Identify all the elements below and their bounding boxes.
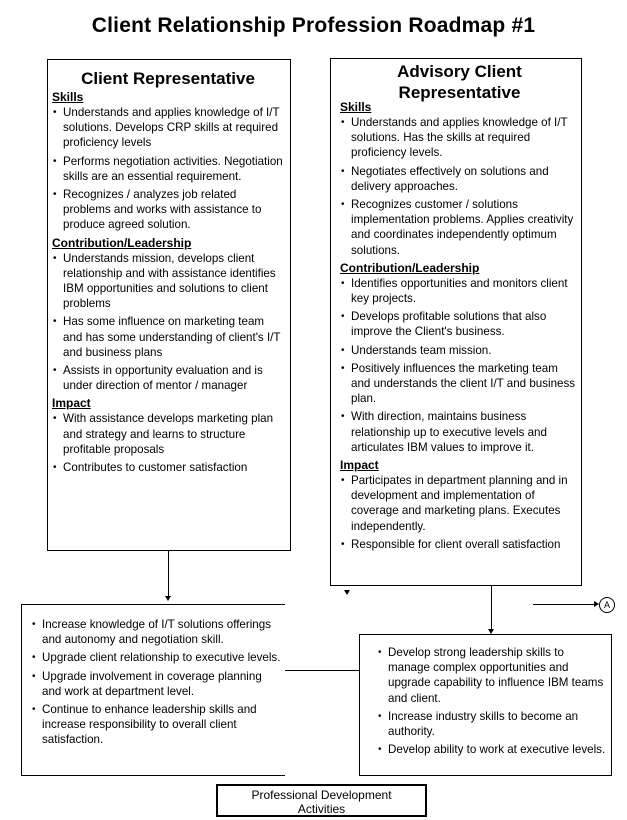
list-item: • Understands and applies knowledge of I/T solutions. Develops CRP skills at required proficiency levels	[52, 105, 284, 151]
small-arrow-icon	[344, 590, 350, 595]
arrow-down-left-icon	[165, 596, 171, 601]
list-item: • Increase knowledge of I/T solutions offerings and autonomy and negotiation skill.	[31, 617, 281, 647]
list-item: • Participates in department planning and in development and implementation of coverage and marketing plans. Executes independently.	[340, 473, 579, 534]
list-item: • Recognizes customer / solutions implementation problems. Applies creativity and coordinates independently optimum solutions.	[340, 197, 579, 258]
advisory-heading-line2: Representative	[398, 83, 521, 102]
list-item: • Continue to enhance leadership skills and increase responsibility to overall client satisfaction.	[31, 702, 281, 748]
advisory-skills-list	[340, 115, 579, 258]
client-rep-skills-label: Skills	[52, 90, 84, 104]
list-item: • Negotiates effectively on solutions and delivery approaches.	[340, 164, 579, 194]
client-rep-skills-list	[52, 105, 284, 233]
list-item: • Identifies opportunities and monitors client key projects.	[340, 276, 579, 306]
list-item: • Develop strong leadership skills to manage complex opportunities and upgrade capability to influence IBM teams and client.	[377, 645, 609, 706]
legend-line2: Activities	[297, 802, 346, 816]
list-item: • Performs negotiation activities. Negotiation skills are an essential requirement.	[52, 154, 284, 184]
development-left-list	[31, 617, 281, 748]
list-item: • Understands and applies knowledge of I/T solutions. Has the skills at required proficiency levels.	[340, 115, 579, 161]
advisory-contribution-list	[340, 276, 579, 455]
client-rep-impact-label: Impact	[52, 396, 91, 411]
client-representative-heading: Client Representative	[81, 69, 255, 88]
list-item: • Assists in opportunity evaluation and is under direction of mentor / manager	[52, 363, 284, 393]
connector-a-circle-icon: A	[599, 597, 615, 613]
list-item: • Understands mission, develops client relationship and with assistance identifies IBM opportunities and solutions to client problems	[52, 251, 284, 312]
list-item: • Increase industry skills to become an authority.	[377, 709, 609, 739]
development-box-right	[359, 634, 612, 776]
list-item: • Understands team mission.	[340, 343, 579, 358]
advisory-skills-label: Skills	[340, 100, 372, 114]
list-item: • Recognizes / analyzes job related problems and works with assistance to produce agreed solution.	[52, 187, 284, 233]
advisory-impact-list	[340, 473, 579, 552]
connector-line-a	[533, 604, 595, 605]
connector-line-right	[491, 586, 492, 630]
advisory-contribution-label: Contribution/Leadership	[340, 260, 480, 275]
list-item: • Responsible for client overall satisfaction	[340, 537, 579, 552]
list-item: • Develops profitable solutions that also improve the Client's business.	[340, 309, 579, 339]
list-item: • Upgrade involvement in coverage planning and work at department level.	[31, 669, 281, 699]
list-item: • With assistance develops marketing plan and strategy and learns to structure profitable proposals	[52, 411, 284, 457]
client-rep-impact-list	[52, 411, 284, 475]
list-item: • With direction, maintains business relationship up to executive levels and articulates IBM values to improve it.	[340, 409, 579, 455]
list-item: • Contributes to customer satisfaction	[52, 460, 284, 475]
legend-line1: Professional Development	[251, 788, 392, 802]
list-item: • Develop ability to work at executive levels.	[377, 742, 609, 757]
connector-line-left	[168, 551, 169, 597]
advisory-client-representative-box	[330, 58, 582, 586]
connector-line-middle	[285, 670, 360, 671]
legend-box	[216, 784, 427, 817]
advisory-heading-line1: Advisory Client	[397, 62, 522, 81]
development-right-list	[377, 645, 609, 757]
list-item: • Positively influences the marketing team and understands the client I/T and business plan.	[340, 361, 579, 407]
page-title: Client Relationship Profession Roadmap #1	[91, 14, 536, 37]
client-representative-box	[47, 59, 291, 551]
development-box-left	[21, 604, 285, 776]
list-item: • Has some influence on marketing team and has some understanding of client's I/T and business plans	[52, 314, 284, 360]
list-item: • Upgrade client relationship to executive levels.	[31, 650, 281, 665]
client-rep-contribution-label: Contribution/Leadership	[52, 235, 192, 250]
client-rep-contribution-list	[52, 251, 284, 394]
advisory-impact-label: Impact	[340, 458, 379, 473]
